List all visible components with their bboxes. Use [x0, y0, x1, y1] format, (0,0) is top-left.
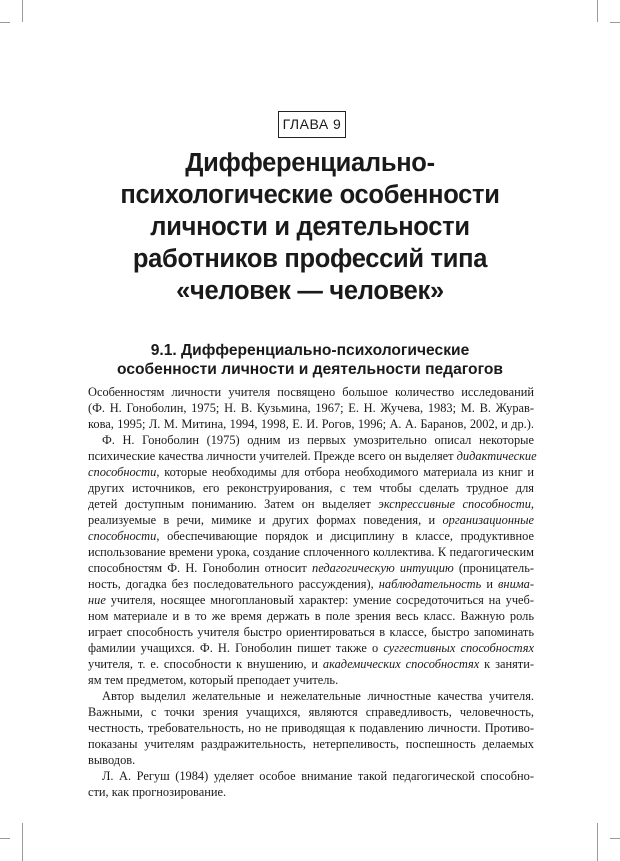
crop-mark: [610, 22, 620, 23]
italic-term: наблюдательность: [378, 577, 482, 591]
text-line: способности, которые необходимы для отбора необходимого материала из книг и: [88, 465, 534, 479]
text-line: фамилии учащихся. Ф. Н. Гоноболин пишет также о суггестивных способностях: [88, 641, 534, 655]
section-title: [90, 341, 530, 379]
chapter-title-line: психологические особенности: [120, 181, 500, 209]
crop-mark: [22, 0, 23, 22]
chapter-title-line: личности и деятельности: [150, 213, 470, 241]
text-line: ном материале и в то же время держать в поле зрения весь класс. Важную роль: [88, 609, 534, 623]
text-line: учителя, т. е. способности к внушению, и академических способностях к заняти-: [88, 657, 534, 671]
italic-term: экспрессивные способности: [378, 497, 531, 511]
chapter-title-line: Дифференциально-: [185, 149, 435, 177]
crop-mark: [22, 823, 23, 861]
crop-mark: [610, 838, 620, 839]
text-line: Л. А. Регуш (1984) уделяет особое внимание такой педагогической способно-: [102, 769, 534, 783]
italic-term: академических способностях: [322, 657, 480, 671]
crop-mark: [0, 22, 10, 23]
crop-mark: [597, 0, 598, 22]
text-line: ность, догадка без последовательного рассуждения), наблюдательность и внима-: [88, 577, 534, 591]
chapter-title-line: работников профессий типа: [132, 245, 488, 273]
text-line: других источников, его реконструирования, с тем чтобы сделать трудное для: [88, 481, 534, 495]
text-line: психические качества личности учителей. Прежде всего он выделяет дидактические: [88, 449, 537, 463]
italic-term: внима-: [498, 577, 534, 591]
crop-mark: [0, 838, 10, 839]
text-line: показаны учителям раздражительность, нетерпеливость, поспешность делаемых: [88, 737, 534, 751]
italic-term: ние: [88, 593, 106, 607]
text-line: (Ф. Н. Гоноболин, 1975; Н. В. Кузьмина, 1967; Е. Н. Жучева, 1983; М. В. Журав-: [88, 401, 534, 415]
chapter-title: [70, 147, 550, 307]
body-text: [88, 384, 537, 800]
text-line: ние учителя, носящее многоплановый характер: умение сосредоточиться на учеб-: [88, 593, 534, 607]
text-line: играет способность учителя быстро ориентироваться в классе, быстро запоминать: [88, 625, 534, 639]
text-line: реализуемые в речи, мимике и других формах поведения, и организационные: [88, 513, 534, 527]
italic-term: дидактические: [456, 449, 537, 463]
italic-term: педагогическую интуицию: [312, 561, 454, 575]
text-line: Особенностям личности учителя посвящено большое количество исследований: [88, 385, 534, 399]
italic-term: суггестивных способностях: [383, 641, 534, 655]
section-title-line: 9.1. Дифференциально-психологические: [150, 342, 470, 359]
chapter-title-line: «человек — человек»: [176, 277, 444, 305]
text-line: способностям Ф. Н. Гоноболин относит педагогическую интуицию (проницатель-: [88, 561, 534, 575]
section-title-line: особенности личности и деятельности педагогов: [117, 361, 503, 378]
chapter-label: ГЛАВА 9: [278, 111, 346, 138]
text-line: Ф. Н. Гоноболин (1975) одним из первых умозрительно описал некоторые: [102, 433, 534, 447]
italic-term: способности: [88, 465, 157, 479]
text-line: ям тем предметом, который преподает учитель.: [88, 673, 339, 687]
text-line: честность, требовательность, но не приводящая к подавлению личности. Противо-: [88, 721, 534, 735]
text-line: сти, как прогнозирование.: [88, 785, 227, 799]
italic-term: способности: [88, 529, 157, 543]
text-line: детей доступным пониманию. Затем он выделяет экспрессивные способности,: [88, 497, 534, 511]
text-line: кова, 1995; Л. М. Митина, 1994, 1998, Е. И. Рогов, 1996; А. А. Баранов, 2002, и др.).: [88, 417, 534, 431]
text-line: использование времени урока, создание сплоченного коллектива. К педагогическим: [88, 545, 534, 559]
text-line: выводов.: [88, 753, 136, 767]
text-line: способности, обеспечивающие порядок и дисциплину в классе, продуктивное: [88, 529, 534, 543]
italic-term: организационные: [442, 513, 534, 527]
text-line: Автор выделил желательные и нежелательные личностные качества учителя.: [102, 689, 534, 703]
crop-mark: [597, 823, 598, 861]
text-line: Важными, с точки зрения учащихся, являются справедливость, человечность,: [88, 705, 534, 719]
